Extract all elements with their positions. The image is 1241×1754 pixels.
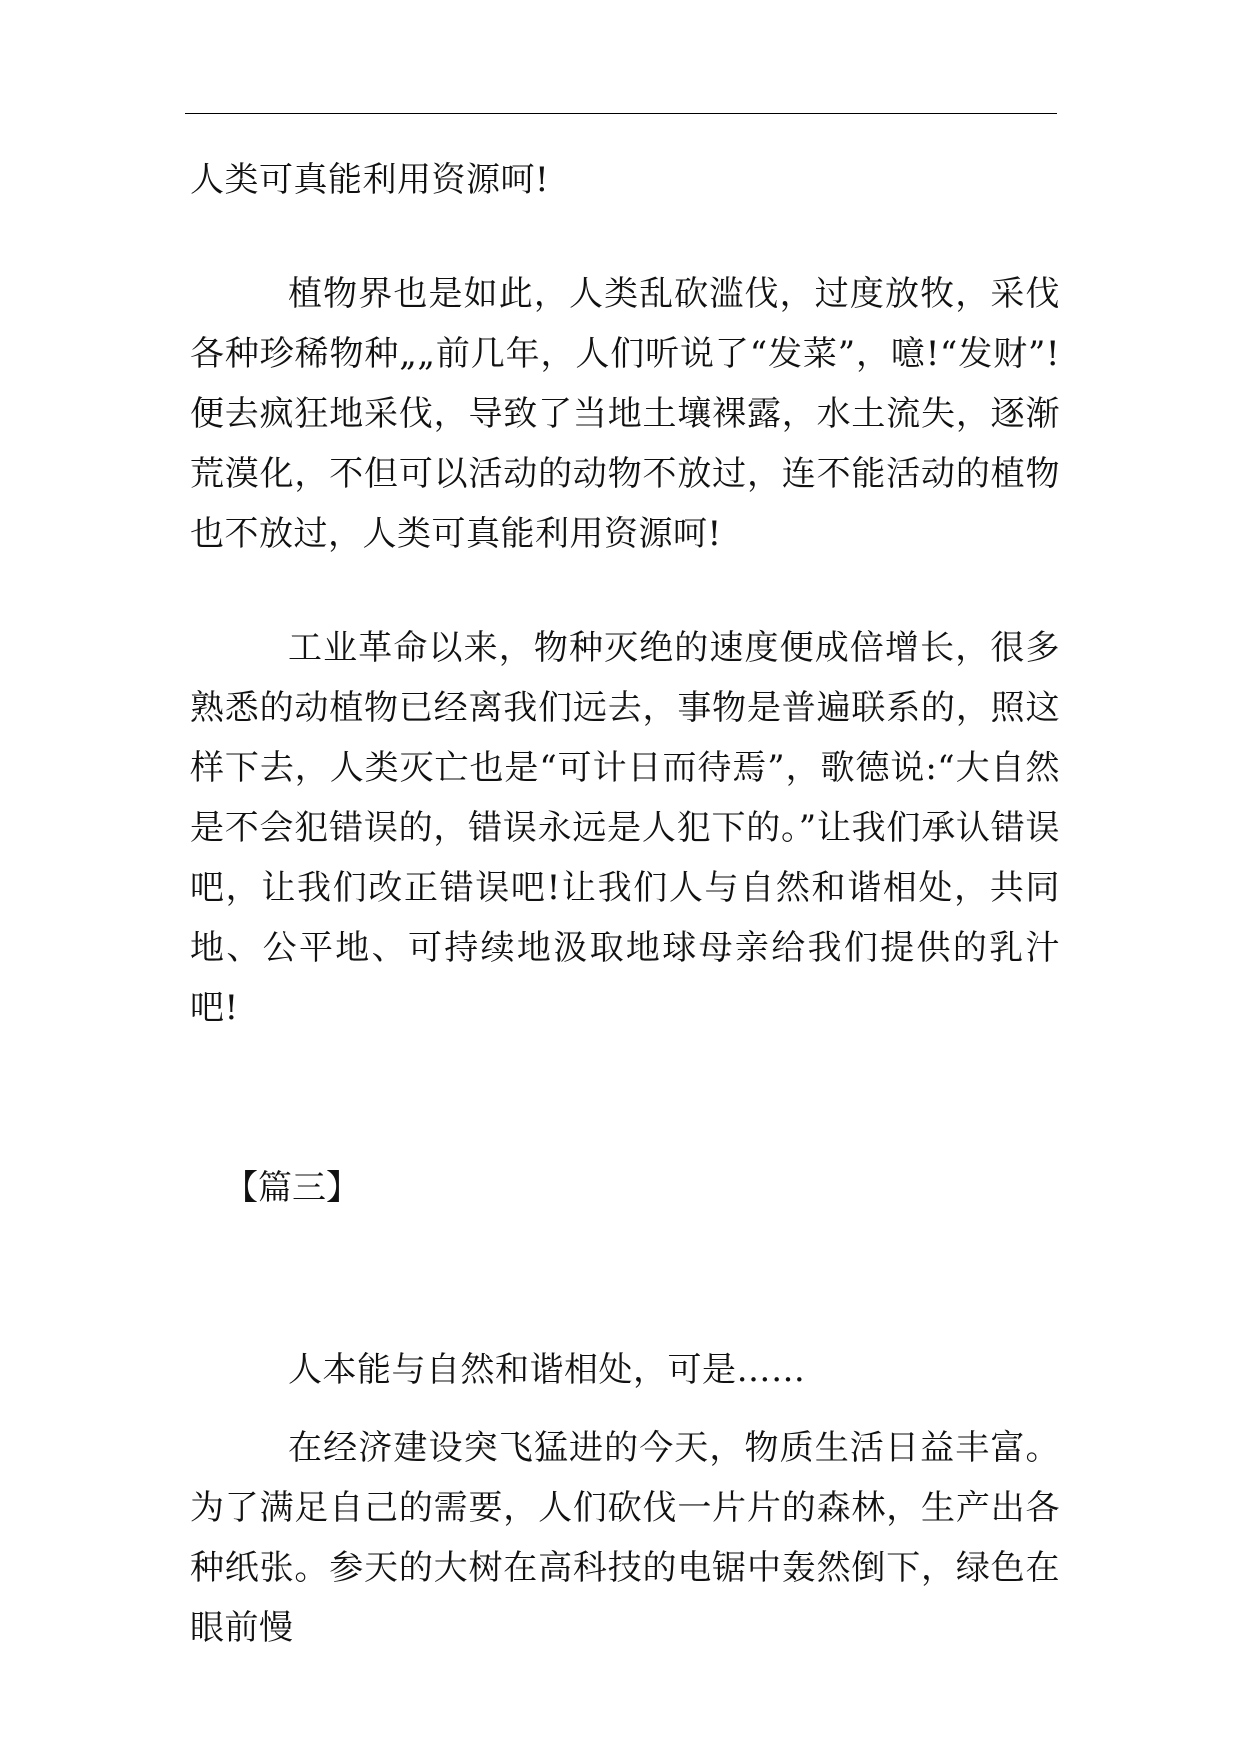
section-heading: 【篇三】 — [224, 1168, 360, 1208]
header-rule — [185, 113, 1057, 114]
paragraph-industrial-revolution: 工业革命以来，物种灭绝的速度便成倍增长，很多熟悉的动植物已经离我们远去，事物是普遍联系的，照这样下去，人类灭亡也是“可计日而待焉”，歌德说:“大自然是不会犯错误的，错误永远是人犯下的。”让我们承认错误吧，让我们改正错误吧!让我们人与自然和谐相处，共同地、公平地、可持续地汲取地球母亲给我们提供的乳汁吧! — [190, 628, 1060, 1028]
paragraph-plants: 植物界也是如此，人类乱砍滥伐，过度放牧，采伐各种珍稀物种„„前几年，人们听说了“发菜”，噫!“发财”!便去疯狂地采伐，导致了当地土壤裸露，水土流失，逐渐荒漠化，不但可以活动的动物不放过，连不能活动的植物也不放过，人类可真能利用资源呵! — [190, 274, 1060, 554]
paragraph-intro: 人本能与自然和谐相处，可是…… — [288, 1350, 806, 1390]
document-body — [190, 150, 1060, 1658]
paragraph-continuation: 人类可真能利用资源呵! — [190, 160, 550, 200]
paragraph-economy: 在经济建设突飞猛进的今天，物质生活日益丰富。为了满足自己的需要，人们砍伐一片片的森林，生产出各种纸张。参天的大树在高科技的电锯中轰然倒下，绿色在眼前慢 — [190, 1428, 1060, 1648]
